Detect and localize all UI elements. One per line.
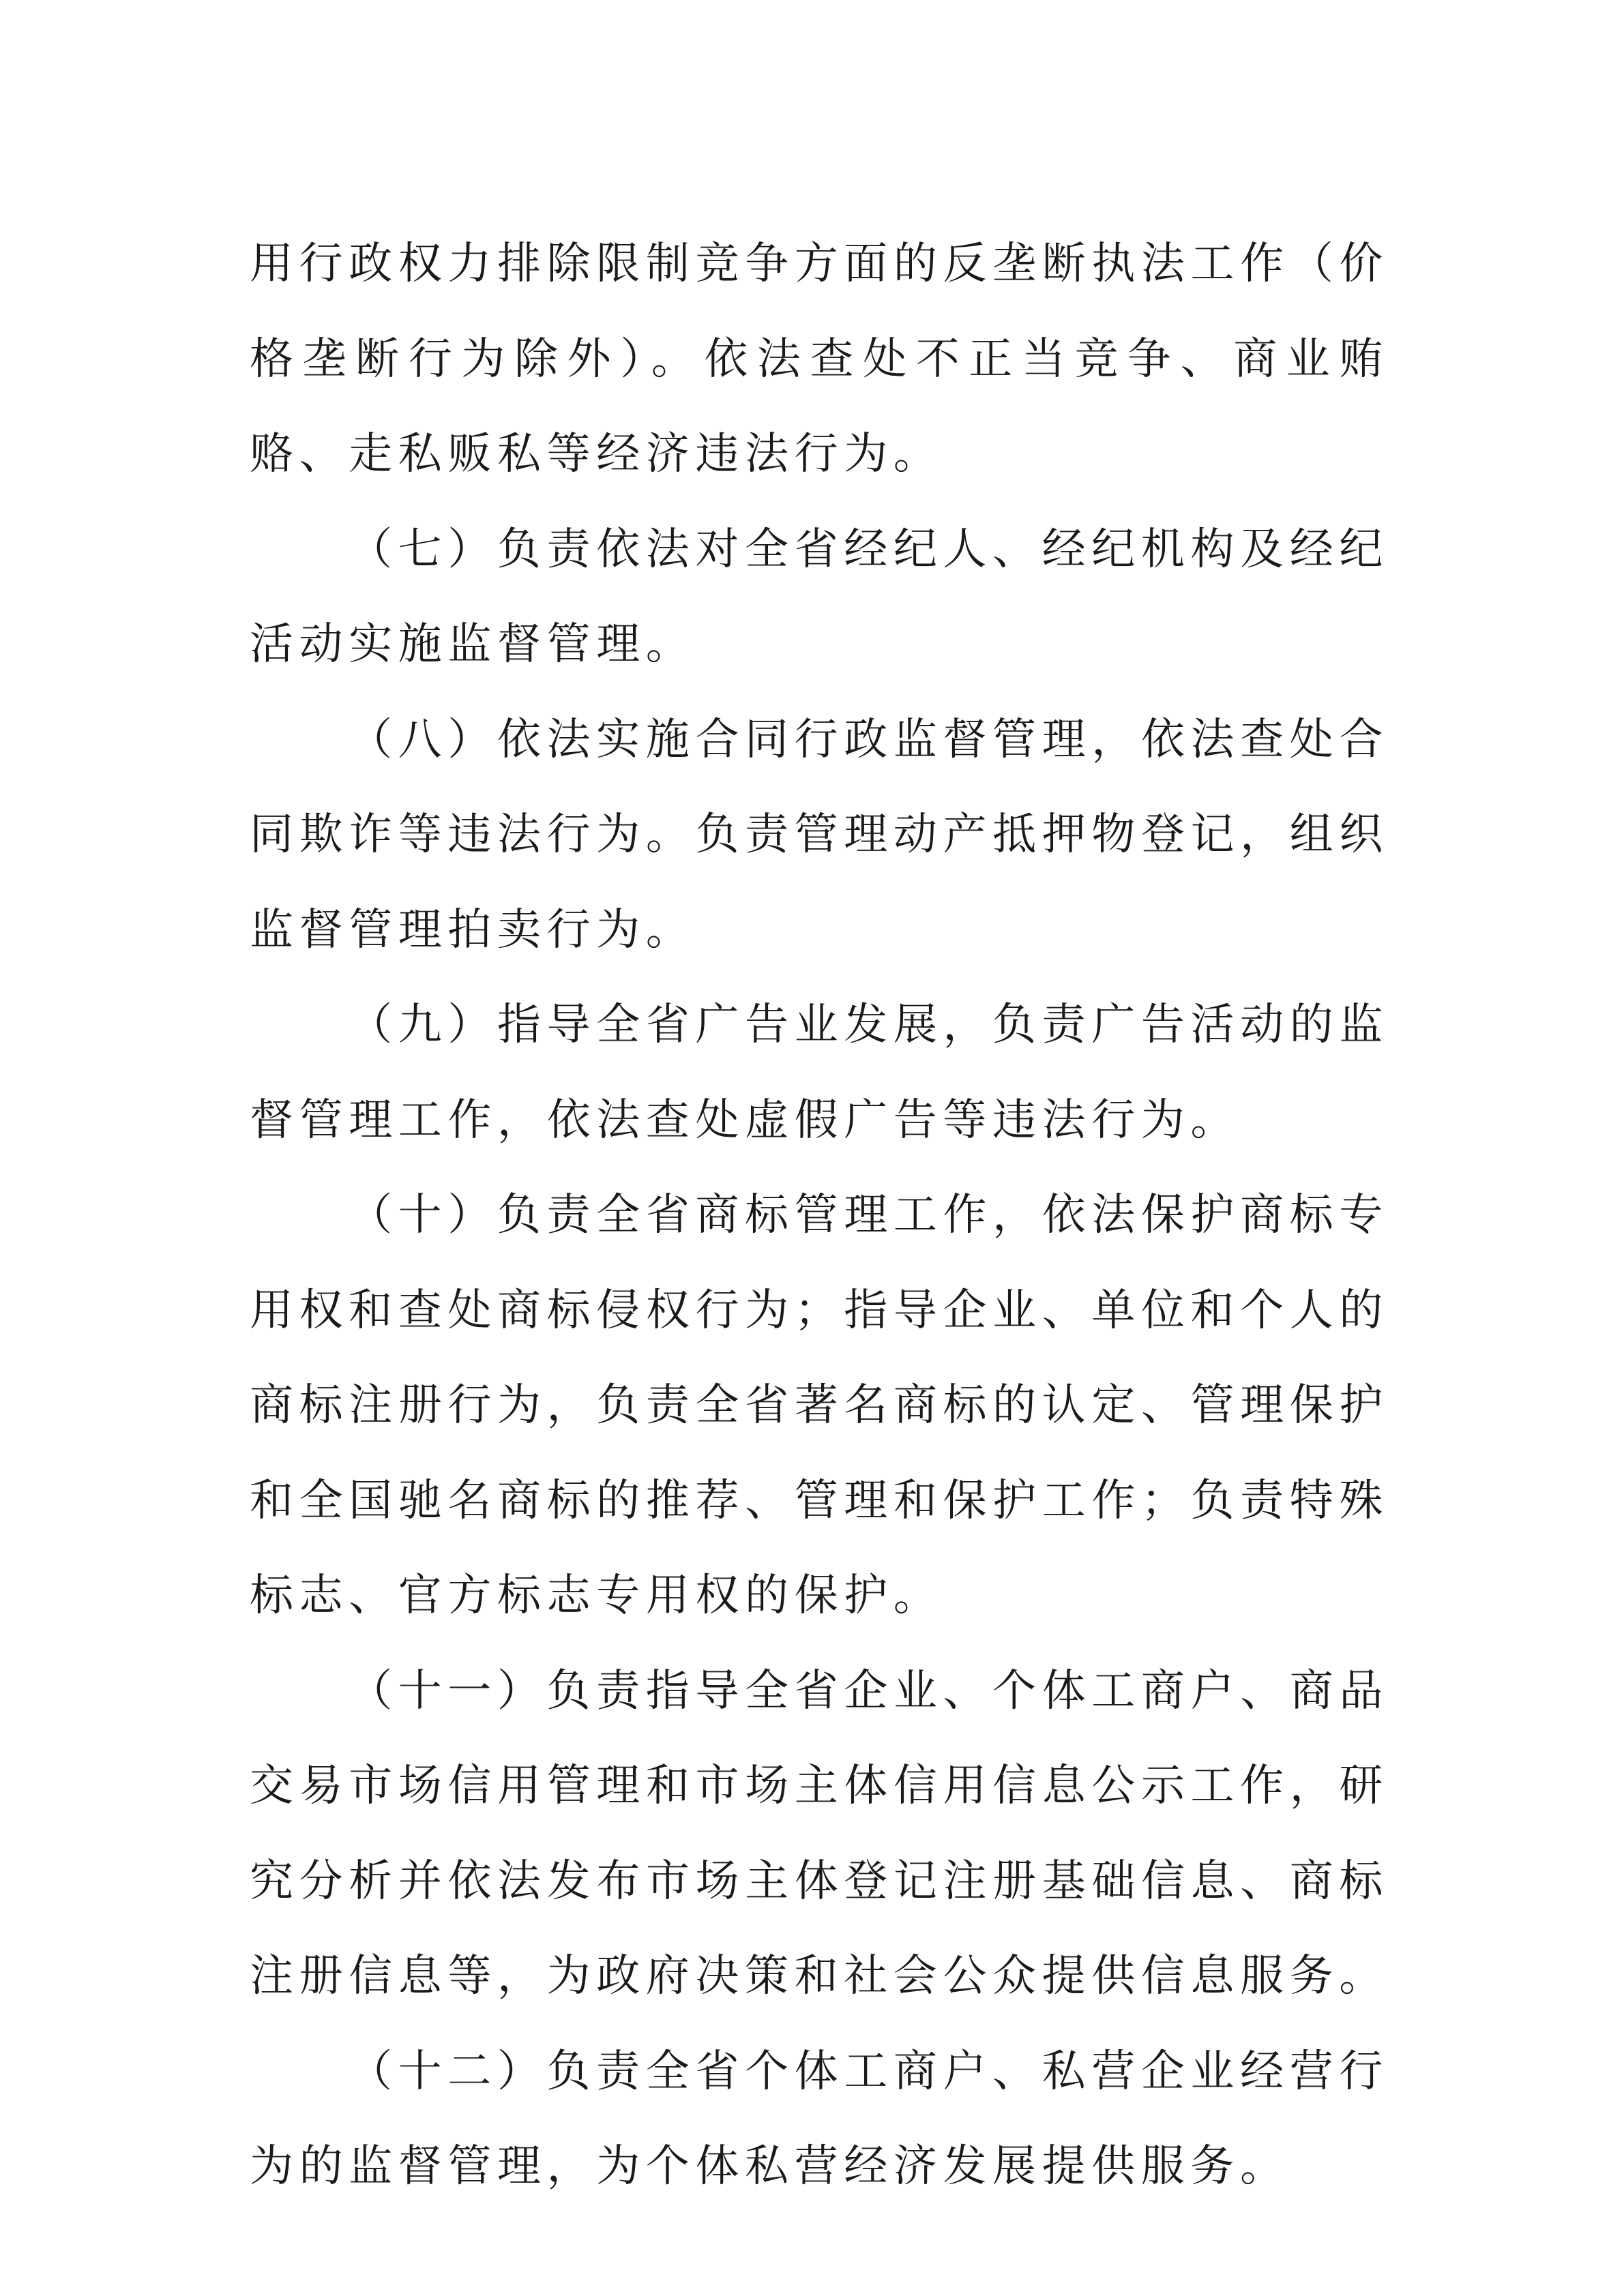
paragraph-item-7: （七）负责依法对全省经纪人、经纪机构及经纪活动实施监督管理。 [250,524,1389,670]
paragraph-item-11: （十一）负责指导全省企业、个体工商户、商品交易市场信用管理和市场主体信用信息公示工作，研究分析并依法发布市场主体登记注册基础信息、商标注册信息等，为政府决策和社会公众提供信息服务。 [250,1665,1389,2001]
paragraph-item-12: （十二）负责全省个体工商户、私营企业经营行为的监督管理，为个体私营经济发展提供服务。 [250,2046,1389,2192]
paragraph-item-10: （十）负责全省商标管理工作，依法保护商标专用权和查处商标侵权行为；指导企业、单位和个人的商标注册行为，负责全省著名商标的认定、管理保护和全国驰名商标的推荐、管理和保护工作；负责特殊标志、官方标志专用权的保护。 [250,1190,1389,1621]
paragraph-item-9: （九）指导全省广告业发展，负责广告活动的监督管理工作，依法查处虚假广告等违法行为。 [250,1000,1389,1146]
document-body [250,217,1389,2215]
paragraph-item-8: （八）依法实施合同行政监督管理，依法查处合同欺诈等违法行为。负责管理动产抵押物登记，组织监督管理拍卖行为。 [250,714,1389,955]
paragraph-continued: 用行政权力排除限制竞争方面的反垄断执法工作（价格垄断行为除外）。依法查处不正当竞争、商业贿赂、走私贩私等经济违法行为。 [250,239,1389,479]
